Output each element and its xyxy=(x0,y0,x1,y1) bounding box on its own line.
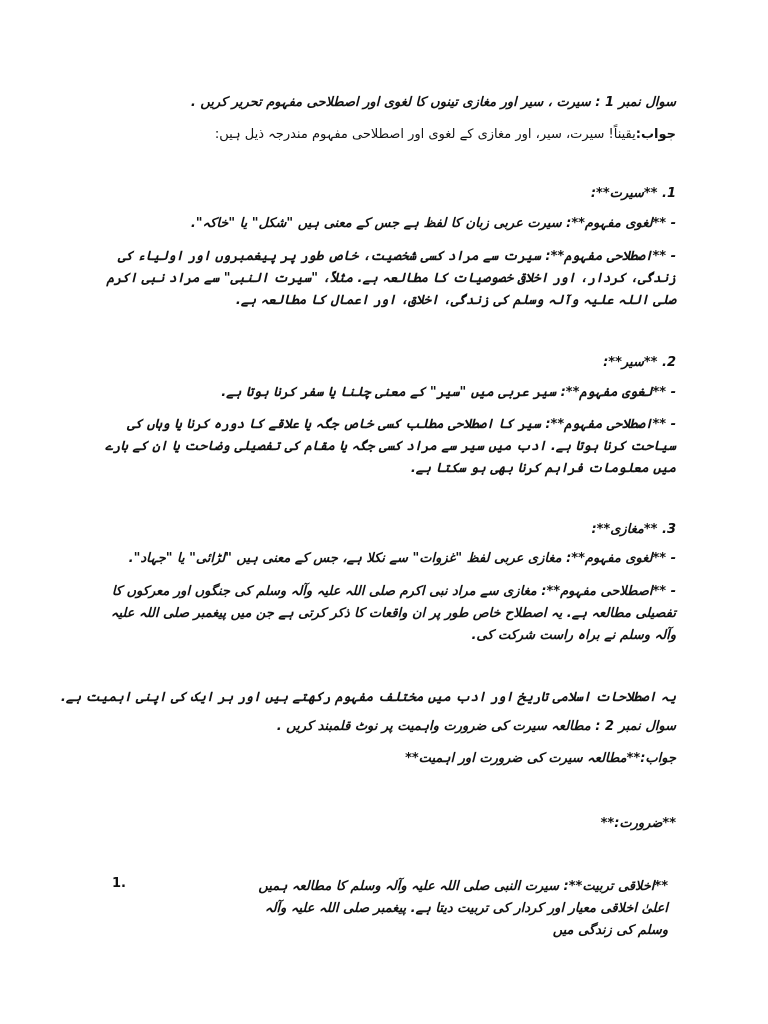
need-heading: **ضرورت:** xyxy=(600,816,676,831)
maghazi-technical: - **اصطلاحی مفہوم**: مغازی سے مراد نبی اکرم صلی اللہ علیہ وآلہ وسلم کی جنگوں اور معرکوں کا تفصیلی مطالعہ ہے. یہ اصطلاح خاص طور پر ان واقعات کا ذکر کرتی ہے جن میں پیغمبر صلی اللہ علیہ وآلہ وسلم نے براہ راست شرکت کی. xyxy=(110,584,676,643)
answer-intro: یقیناً! سیرت، سیر، اور مغازی کے لغوی اور اصطلاحی مفہوم مندرجہ ذیل ہیں: xyxy=(214,127,636,142)
answer-label: جواب: xyxy=(635,127,676,142)
answer-2-heading: جواب:**مطالعہ سیرت کی ضرورت اور اہمیت** xyxy=(405,751,676,766)
question-1: سوال نمبر 1 : سیرت ، سیر اور مغازی تینوں کا لغوی اور اصطلاحی مفہوم تحریر کریں . xyxy=(190,95,676,110)
siyar-technical: - **اصطلاحی مفہوم**: سیر کا اصطلاحی مطلب کسی خاص جگہ یا علاقے کا دورہ کرنا یا وہاں کی سیاحت کرنا ہوتا ہے. ادب میں سیر سے مراد کسی جگہ یا مقام کی تفصیلی وضاحت یا ان کے بارے میں معلومات فراہم کرنا بھی ہو سکتا ہے. xyxy=(105,417,676,476)
seerat-technical: - **اصطلاحی مفہوم**: سیرت سے مراد کسی شخصیت، خاص طور پر پیغمبروں اور اولیاء کی زندگی، کردار، اور اخلاقی خصوصیات کا مطالعہ ہے. مثلاً، "سیرت النبی" سے مراد نبی اکرم صلی اللہ علیہ وآلہ وسلم کی زندگی، اخلاق، اور اعمال کا مطالعہ ہے. xyxy=(106,249,676,308)
list-item-text: **اخلاقی تربیت**: سیرت النبی صلی اللہ علیہ وآلہ وسلم کا مطالعہ ہمیں اعلیٰ اخلاقی معیار اور کردار کی تربیت دیتا ہے. پیغمبر صلی اللہ علیہ وآلہ وسلم کی زندگی میں xyxy=(258,879,668,938)
heading-siyar: 2. **سیر**: xyxy=(603,355,676,370)
conclusion: یہ اصطلاحات اسلامی تاریخ اور ادب میں مختلف مفہوم رکھتے ہیں اور ہر ایک کی اپنی اہمیت ہے. xyxy=(60,690,676,705)
question-2: سوال نمبر 2 : مطالعہ سیرت کی ضرورت واہمیت پر نوٹ قلمبند کریں . xyxy=(276,719,676,734)
answer-intro-line xyxy=(76,124,676,146)
maghazi-lexical: - **لغوی مفہوم**: مغازی عربی لفظ "غزوات" سے نکلا ہے، جس کے معنی ہیں "لڑائی" یا "جہاد". xyxy=(128,551,676,566)
list-item-number: 1. xyxy=(112,876,126,891)
heading-maghazi: 3. **مغازی**: xyxy=(591,522,676,537)
seerat-lexical: - **لغوی مفہوم**: سیرت عربی زبان کا لفظ ہے جس کے معنی ہیں "شکل" یا "خاکہ". xyxy=(190,216,676,231)
siyar-lexical: - **لغوی مفہوم**: سیر عربی میں "سیر" کے معنی چلنا یا سفر کرنا ہوتا ہے. xyxy=(221,385,676,400)
heading-seerat: 1. **سیرت**: xyxy=(590,186,676,201)
